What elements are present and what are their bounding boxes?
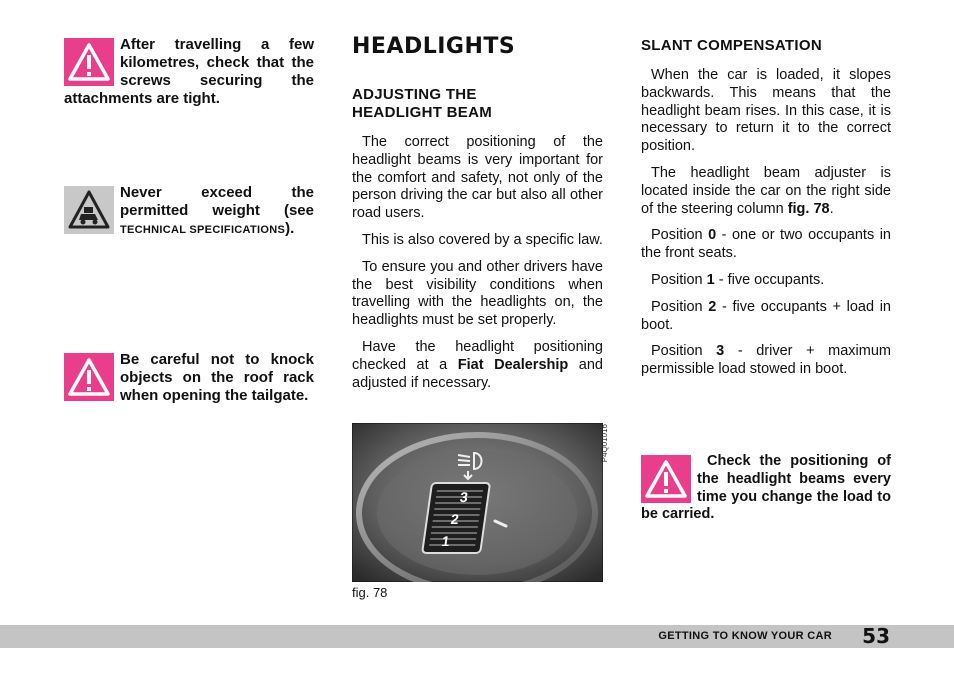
paragraph-3: To ensure you and other drivers have the best visibility conditions when travelling with the headlights on, the headlights must be set properly. [352, 258, 603, 329]
position-3-text: - driver + maximum permissible load stowed in boot. [641, 343, 891, 378]
note-weight-text-a: Never exceed the permitted weight (see [120, 184, 314, 219]
page-footer [0, 625, 954, 648]
page-title: HEADLIGHTS [352, 34, 516, 59]
paragraph-4 [352, 339, 603, 392]
section-heading-line1: ADJUSTING THE [352, 86, 477, 103]
position-1-label: Position [651, 271, 707, 288]
fig-reference: fig. 78 [787, 200, 830, 217]
position-0 [641, 227, 891, 263]
figure-caption: fig. 78 [352, 585, 388, 600]
figure-code: P4Q01016 [600, 424, 609, 463]
warning-roof-rack-text: Be careful not to knock objects on the roof rack when opening the tailgate. [120, 351, 314, 404]
car-weight-icon [64, 186, 114, 234]
note-weight [64, 184, 314, 239]
warning-load [641, 453, 891, 524]
paragraph-4-a: Have the headlight positioning checked at a [352, 338, 603, 373]
slant-paragraph-2-b: . [829, 200, 834, 217]
left-column [64, 36, 314, 405]
adjuster-dial[interactable] [422, 483, 490, 553]
warning-triangle-icon [64, 38, 114, 86]
dial-number-1: 1 [440, 533, 451, 549]
note-weight-smallcaps: TECHNICAL SPECIFICATIONS [120, 224, 286, 236]
position-3-label: Position [651, 343, 717, 360]
fiat-dealership-text: Fiat Dealership [457, 356, 569, 373]
warning-screws [64, 36, 314, 108]
paragraph-4-b: and adjusted if necessary. [352, 356, 603, 391]
position-0-text: - one or two occupants in the front seats. [641, 227, 891, 262]
section-heading-line2: HEADLIGHT BEAM [352, 104, 493, 121]
section-heading-adjusting [352, 86, 603, 122]
dial-number-3: 3 [458, 489, 469, 505]
position-0-number: 0 [708, 227, 717, 244]
warning-load-text: Check the positioning of the headlight beams every time you change the load to be carried. [641, 452, 891, 523]
position-3 [641, 343, 891, 379]
position-1-text: - five occupants. [714, 271, 825, 288]
position-2-label: Position [651, 298, 709, 315]
paragraph-1: The correct positioning of the headlight beams is very important for the comfort and safety, not only of the person driving the car but also all other road users. [352, 134, 603, 222]
position-2 [641, 299, 891, 335]
footer-section-label: GETTING TO KNOW YOUR CAR [658, 630, 832, 642]
position-2-number: 2 [708, 298, 717, 315]
right-column [641, 36, 891, 533]
position-3-number: 3 [716, 343, 725, 360]
position-1 [641, 272, 891, 290]
slant-paragraph-2-a: The headlight beam adjuster is located inside the car on the right side of the steering column [641, 164, 891, 217]
warning-screws-text: After travelling a few kilometres, check that the screws securing the attachments are tight. [64, 36, 314, 107]
dial-number-2: 2 [449, 511, 460, 527]
page-number: 53 [862, 624, 890, 648]
warning-triangle-icon [64, 353, 114, 401]
slant-paragraph-2 [641, 165, 891, 218]
position-0-label: Position [651, 227, 709, 244]
figure-headlight-adjuster [352, 423, 603, 582]
slant-paragraph-1: When the car is loaded, it slopes backwards. This means that the headlight beam rises. In this case, it is necessary to return it to the correct position. [641, 67, 891, 155]
position-2-text: - five occupants + load in boot. [641, 298, 891, 333]
warning-triangle-icon [641, 455, 691, 503]
paragraph-2: This is also covered by a specific law. [362, 231, 603, 248]
section-heading-slant: SLANT COMPENSATION [641, 37, 822, 54]
warning-roof-rack [64, 351, 314, 405]
position-1-number: 1 [706, 271, 715, 288]
middle-column [352, 36, 603, 401]
note-weight-text-b: ). [285, 220, 295, 237]
